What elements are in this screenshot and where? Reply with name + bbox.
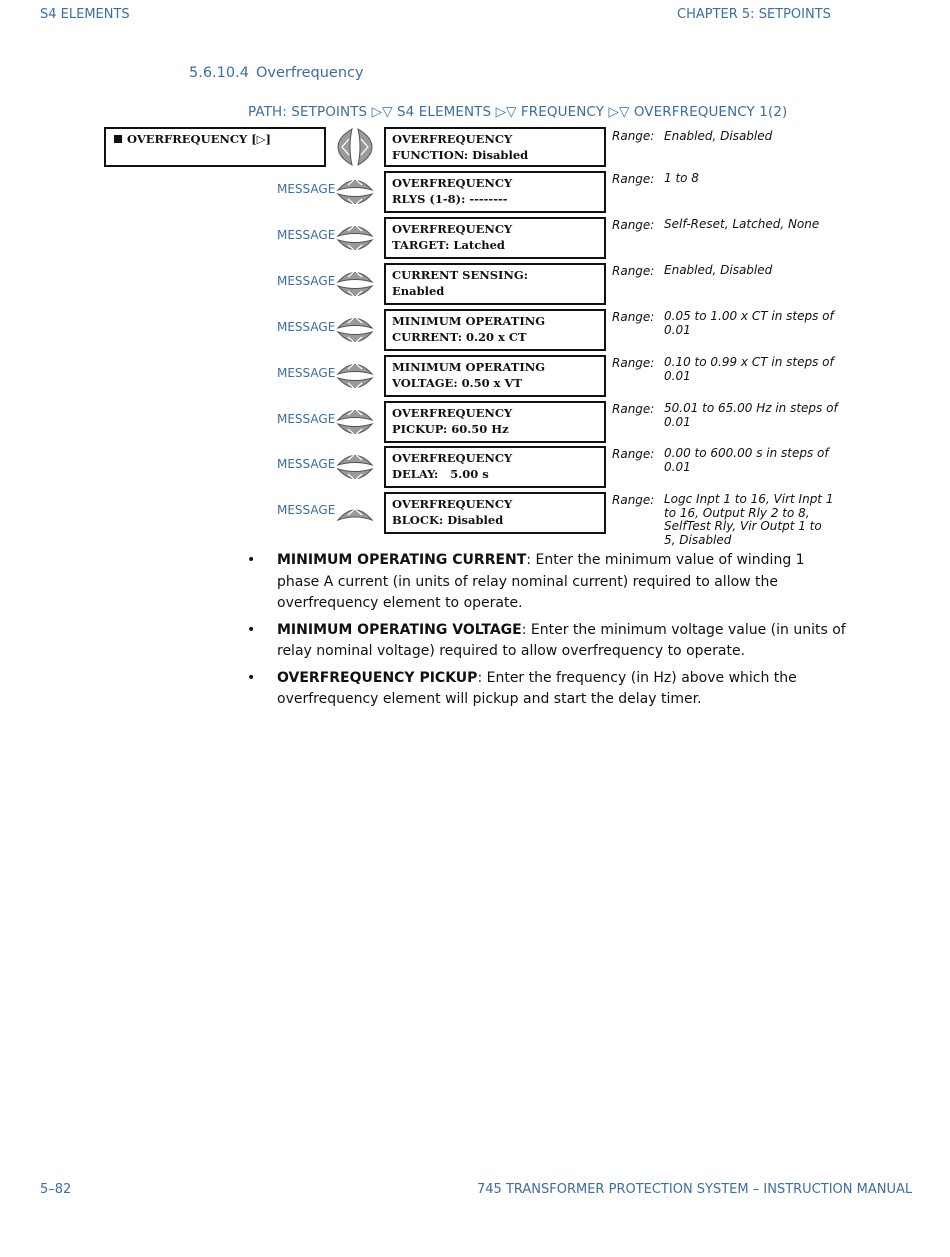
up-down-arrow-keys-icon [336, 357, 374, 395]
term: OVERFREQUENCY PICKUP [277, 669, 478, 686]
up-down-arrow-keys-icon [336, 403, 374, 441]
setpoint-display [384, 401, 606, 443]
range-value: Self-Reset, Latched, None [664, 217, 820, 231]
up-down-arrow-keys-icon [336, 448, 374, 486]
range-value: 0.10 to 0.99 x CT in steps of 0.01 [664, 355, 834, 383]
setpoint-row [0, 492, 950, 547]
message-label: MESSAGE [277, 366, 336, 380]
left-right-arrow-keys-icon [334, 127, 376, 167]
display-line-1: MINIMUM OPERATING [392, 360, 546, 374]
setpoint-row [0, 355, 950, 397]
range-label: Range: [612, 264, 655, 278]
range-value: 1 to 8 [664, 171, 699, 185]
message-label: MESSAGE [277, 320, 336, 334]
setpoint-display [384, 171, 606, 213]
message-label: MESSAGE [277, 457, 336, 471]
list-item [247, 620, 847, 663]
range-value: 50.01 to 65.00 Hz in steps of 0.01 [664, 401, 838, 429]
menu-header-label: OVERFREQUENCY [▷] [127, 132, 271, 146]
range-label: Range: [612, 356, 655, 370]
range-value: Enabled, Disabled [664, 129, 773, 143]
range-value: 0.05 to 1.00 x CT in steps of 0.01 [664, 309, 834, 337]
definition: : Enter the frequency (in Hz) above which the overfrequency element will pickup and start the delay timer. [277, 669, 797, 707]
range-label: Range: [612, 310, 655, 324]
setpoint-row [0, 217, 950, 259]
display-line-1: OVERFREQUENCY [392, 222, 513, 236]
bullet-dot-icon: • [247, 621, 256, 638]
setpoint-row [0, 309, 950, 351]
up-down-arrow-keys-icon [336, 173, 374, 211]
section-title: Overfrequency [255, 65, 364, 81]
range-label: Range: [612, 218, 655, 232]
setpoint-row [0, 263, 950, 305]
setpoint-display-function [384, 127, 606, 167]
range-label: Range: [612, 172, 655, 186]
setpoint-display [384, 309, 606, 351]
setpoint-display [384, 355, 606, 397]
definition: : Enter the minimum voltage value (in units of relay nominal voltage) required to allow overfrequency to operate. [277, 621, 846, 659]
setpoint-row [0, 401, 950, 443]
display-line-2: VOLTAGE: 0.50 x VT [392, 376, 522, 390]
setpoint-row [0, 446, 950, 488]
message-label: MESSAGE [277, 182, 336, 196]
setpoint-display [384, 263, 606, 305]
display-line-2: RLYS (1-8): -------- [392, 192, 508, 206]
setpoint-display [384, 492, 606, 534]
up-down-arrow-keys-icon [336, 219, 374, 257]
display-line-1: OVERFREQUENCY [392, 451, 513, 465]
menu-path: PATH: SETPOINTS ▷▽ S4 ELEMENTS ▷▽ FREQUENCY ▷▽ OVERFREQUENCY 1(2) [248, 104, 788, 120]
square-bullet-icon [114, 135, 122, 143]
display-line-1: OVERFREQUENCY [392, 132, 513, 146]
range-value: Enabled, Disabled [664, 263, 773, 277]
display-line-1: OVERFREQUENCY [392, 176, 513, 190]
message-label: MESSAGE [277, 503, 336, 517]
display-line-1: OVERFREQUENCY [392, 406, 513, 420]
list-item [247, 668, 847, 711]
display-line-2: Enabled [392, 284, 445, 298]
display-line-2: TARGET: Latched [392, 238, 505, 252]
description-list [247, 550, 847, 716]
display-line-1: MINIMUM OPERATING [392, 314, 546, 328]
range-label: Range: [612, 402, 655, 416]
running-header-right: CHAPTER 5: SETPOINTS [677, 7, 831, 22]
term: MINIMUM OPERATING VOLTAGE [277, 621, 522, 638]
setpoint-row [0, 171, 950, 213]
display-line-2: PICKUP: 60.50 Hz [392, 422, 509, 436]
setpoint-display [384, 217, 606, 259]
term: MINIMUM OPERATING CURRENT [277, 552, 527, 568]
display-line-1: CURRENT SENSING: [392, 268, 528, 282]
display-line-1: OVERFREQUENCY [392, 497, 513, 511]
up-arrow-key-icon [336, 494, 374, 532]
bullet-dot-icon: • [247, 552, 256, 568]
setpoint-display [384, 446, 606, 488]
running-footer: 745 TRANSFORMER PROTECTION SYSTEM – INSTRUCTION MANUAL [477, 1182, 913, 1197]
message-label: MESSAGE [277, 228, 336, 242]
range-value: Logc Inpt 1 to 16, Virt Inpt 1 to 16, Output Rly 2 to 8, SelfTest Rly, Vir Outpt 1 to 5, Disabled [664, 492, 834, 547]
up-down-arrow-keys-icon [336, 311, 374, 349]
definition: : Enter the minimum value of winding 1 phase A current (in units of relay nominal current) required to allow the overfrequency element to operate. [277, 552, 805, 611]
range-label: Range: [612, 447, 655, 461]
list-item [247, 550, 847, 615]
message-label: MESSAGE [277, 274, 336, 288]
display-line-2: FUNCTION: Disabled [392, 148, 529, 162]
section-number: 5.6.10.4 [189, 65, 249, 81]
range-label: Range: [612, 493, 655, 507]
bullet-dot-icon: • [247, 669, 256, 686]
menu-header-display [104, 127, 326, 167]
running-header-left: S4 ELEMENTS [40, 7, 130, 22]
section-heading [189, 65, 364, 81]
range-label: Range: [612, 129, 655, 143]
display-line-2: BLOCK: Disabled [392, 513, 504, 527]
range-value: 0.00 to 600.00 s in steps of 0.01 [664, 446, 829, 474]
page-number: 5–82 [40, 1182, 72, 1197]
up-down-arrow-keys-icon [336, 265, 374, 303]
display-line-2: DELAY: 5.00 s [392, 467, 489, 481]
message-label: MESSAGE [277, 412, 336, 426]
display-line-2: CURRENT: 0.20 x CT [392, 330, 527, 344]
